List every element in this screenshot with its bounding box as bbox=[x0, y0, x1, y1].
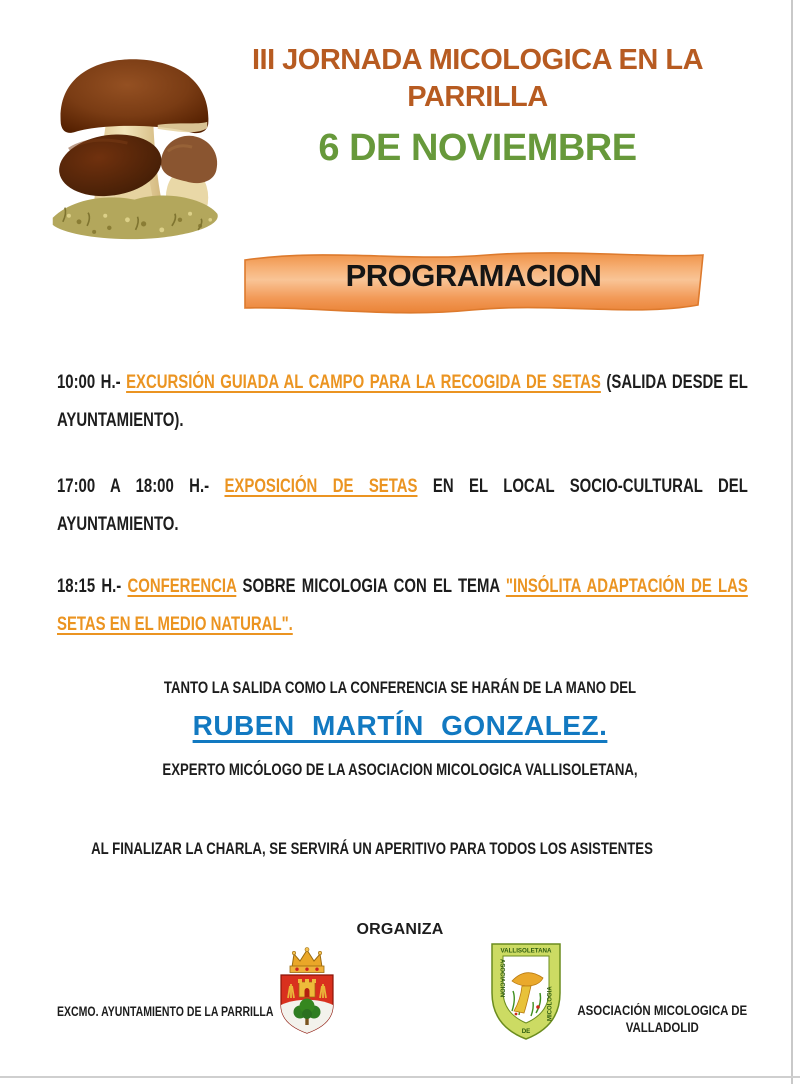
poster-title-line1: III JORNADA MICOLOGICA EN LA bbox=[251, 44, 704, 76]
banner-label: PROGRAMACION bbox=[345, 258, 602, 293]
schedule-3-highlight: CONFERENCIA bbox=[127, 576, 237, 597]
association-name: ASOCIACIÓN MICOLOGICA DE VALLADOLID bbox=[577, 1003, 748, 1035]
schedule-2-highlight: EXPOSICIÓN DE SETAS bbox=[224, 476, 418, 497]
schedule-1-text: (SALIDA DESDE EL AYUNTAMIENTO). bbox=[57, 372, 748, 431]
schedule-3-time: 18:15 H.- bbox=[57, 576, 122, 597]
town-hall-name: EXCMO. AYUNTAMIENTO DE LA PARRILLA bbox=[57, 1004, 274, 1019]
schedule-2-time: 17:00 A 18:00 H.- bbox=[57, 476, 210, 497]
speaker-name-text: RUBEN MARTÍN GONZALEZ. bbox=[192, 710, 608, 741]
schedule-2-text: EN EL LOCAL SOCIO-CULTURAL DEL AYUNTAMIENTO. bbox=[57, 476, 748, 535]
poster-header bbox=[205, 42, 750, 170]
speaker-role: EXPERTO MICÓLOGO DE LA ASOCIACION MICOLOGICA VALLISOLETANA, bbox=[162, 761, 638, 779]
mushroom-illustration bbox=[38, 30, 226, 242]
shield-text-bottom: DE bbox=[521, 1028, 531, 1035]
association-shield bbox=[486, 941, 566, 1042]
schedule-item-1 bbox=[57, 364, 748, 440]
schedule-1-time: 10:00 H.- bbox=[57, 372, 121, 393]
schedule-item-3 bbox=[57, 568, 748, 644]
programacion-banner bbox=[237, 242, 710, 324]
schedule-3-highlight-2: "INSÓLITA ADAPTACIÓN DE LAS SETAS EN EL MEDIO NATURAL". bbox=[57, 576, 748, 635]
closing-text: AL FINALIZAR LA CHARLA, SE SERVIRÁ UN APERITIVO PARA TODOS LOS ASISTENTES bbox=[91, 840, 653, 858]
speaker-intro: TANTO LA SALIDA COMO LA CONFERENCIA SE HARÁN DE LA MANO DEL bbox=[163, 679, 637, 697]
schedule-item-2 bbox=[57, 468, 748, 544]
page-edge-bottom bbox=[0, 1076, 800, 1078]
shield-text-top: VALLISOLETANA bbox=[500, 947, 552, 955]
organiza-heading: ORGANIZA bbox=[356, 921, 444, 938]
shield-text-left: ASOCIACION bbox=[498, 959, 505, 998]
event-date: 6 DE NOVIEMBRE bbox=[318, 127, 637, 169]
poster-title-line2: PARRILLA bbox=[407, 81, 548, 113]
speaker-name bbox=[0, 710, 800, 742]
schedule-3-text: SOBRE MICOLOGIA CON EL TEMA bbox=[242, 576, 500, 597]
closing-note bbox=[0, 834, 744, 864]
shield-text-right: MICOLOGIA bbox=[547, 986, 554, 1021]
schedule-1-highlight: EXCURSIÓN GUIADA AL CAMPO PARA LA RECOGIDA DE SETAS bbox=[126, 372, 601, 393]
la-parrilla-coat-of-arms bbox=[267, 946, 347, 1036]
page-edge-right bbox=[791, 0, 793, 1084]
